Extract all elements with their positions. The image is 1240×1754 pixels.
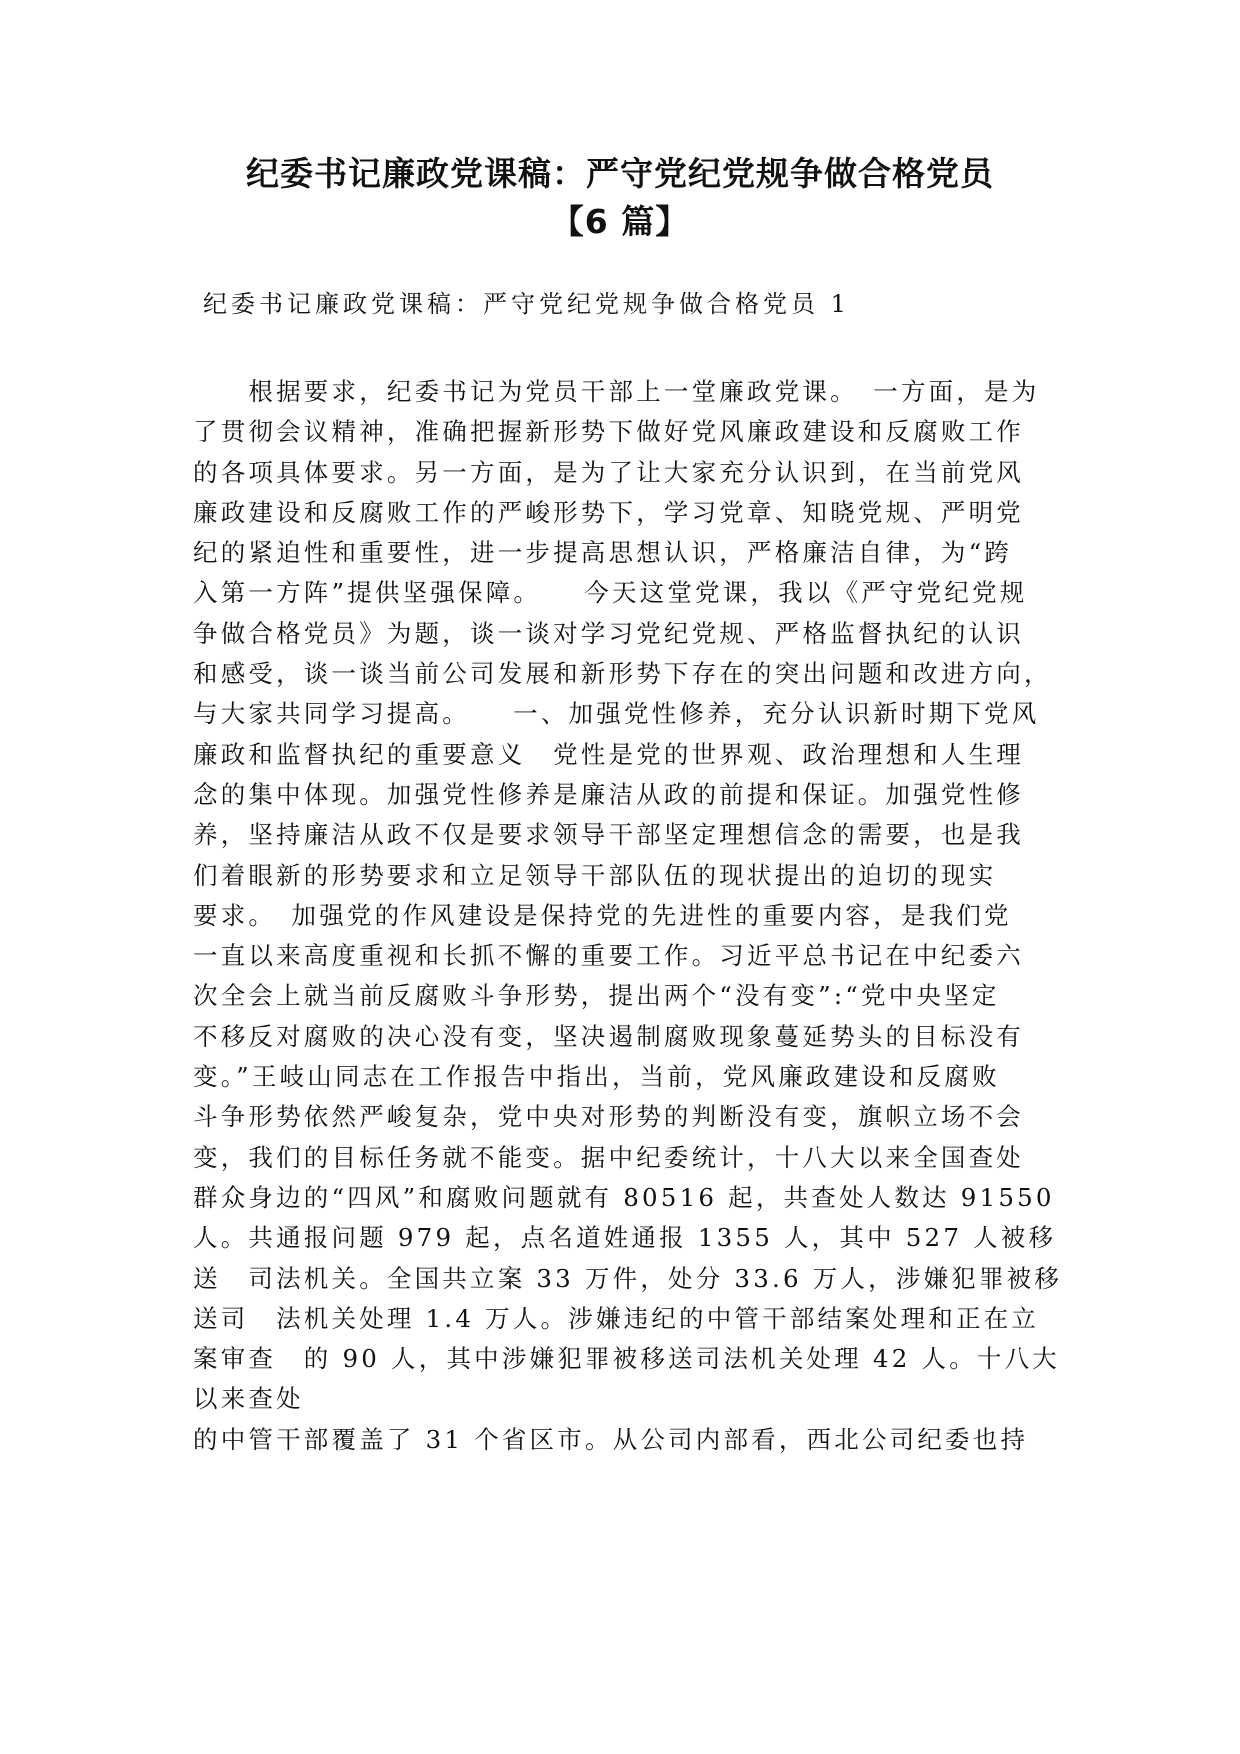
text-line: 的各项具体要求。另一方面，是为了让大家充分认识到，在当前党风 (193, 457, 1024, 487)
text-line: 养，坚持廉洁从政不仅是要求领导干部坚定理想信念的需要，也是我 (193, 820, 1024, 850)
body-paragraph (193, 372, 1073, 1460)
text-line: 送司 法机关处理 1.4 万人。涉嫌违纪的中管干部结案处理和正在立 (193, 1303, 1040, 1333)
section-subtitle: 纪委书记廉政党课稿：严守党纪党规争做合格党员 1 (203, 290, 850, 318)
text-line: 们着眼新的形势要求和立足领导干部队伍的现状提出的迫切的现实 (193, 860, 997, 890)
text-line: 以来查处 (193, 1384, 304, 1414)
text-line: 送 司法机关。全国共立案 33 万件，处分 33.6 万人，涉嫌犯罪被移 (193, 1263, 1063, 1293)
text-line: 一直以来高度重视和长抓不懈的重要工作。习近平总书记在中纪委六 (193, 941, 1024, 971)
text-line: 人。共通报问题 979 起，点名道姓通报 1355 人，其中 527 人被移 (193, 1223, 1057, 1253)
text-line: 纪的紧迫性和重要性，进一步提高思想认识，严格廉洁自律，为“跨 (193, 538, 1013, 568)
text-line: 的中管干部覆盖了 31 个省区市。从公司内部看，西北公司纪委也持 (193, 1424, 1029, 1454)
title-line-2: 【6 篇】 (550, 202, 690, 241)
text-line: 与大家共同学习提高。 一、加强党性修养，充分认识新时期下党风 (193, 699, 1040, 729)
text-line: 争做合格党员》为题，谈一谈对学习党纪党规、严格监督执纪的认识 (193, 618, 1024, 648)
text-line: 入第一方阵”提供坚强保障。 今天这堂党课，我以《严守党纪党规 (193, 578, 1028, 608)
document-title (150, 150, 1090, 246)
text-line: 了贯彻会议精神，准确把握新形势下做好党风廉政建设和反腐败工作 (193, 417, 1024, 447)
text-line: 廉政建设和反腐败工作的严峻形势下，学习党章、知晓党规、严明党 (193, 497, 1024, 527)
text-line: 案审查 的 90 人，其中涉嫌犯罪被移送司法机关处理 42 人。十八大 (193, 1344, 1060, 1374)
text-line: 不移反对腐败的决心没有变，坚决遏制腐败现象蔓延势头的目标没有 (193, 1021, 1024, 1051)
text-line: 根据要求，纪委书记为党员干部上一堂廉政党课。 一方面，是为 (193, 377, 1040, 406)
text-line: 斗争形势依然严峻复杂，党中央对形势的判断没有变，旗帜立场不会 (193, 1102, 1024, 1132)
title-line-1: 纪委书记廉政党课稿：严守党纪党规争做合格党员 (246, 154, 994, 193)
text-line: 变。”王岐山同志在工作报告中指出，当前，党风廉政建设和反腐败 (193, 1062, 1000, 1092)
text-line: 变，我们的目标任务就不能变。据中纪委统计，十八大以来全国查处 (193, 1142, 1024, 1172)
text-line: 和感受，谈一谈当前公司发展和新形势下存在的突出问题和改进方向， (193, 659, 1052, 689)
text-line: 念的集中体现。加强党性修养是廉洁从政的前提和保证。加强党性修 (193, 779, 1024, 809)
text-line: 廉政和监督执纪的重要意义 党性是党的世界观、政治理想和人生理 (193, 739, 1024, 769)
text-line: 群众身边的“四风”和腐败问题就有 80516 起，共查处人数达 91550 (193, 1182, 1055, 1212)
text-line: 次全会上就当前反腐败斗争形势，提出两个“没有变”:“党中央坚定 (193, 981, 1000, 1011)
text-line: 要求。 加强党的作风建设是保持党的先进性的重要内容，是我们党 (193, 900, 1012, 930)
